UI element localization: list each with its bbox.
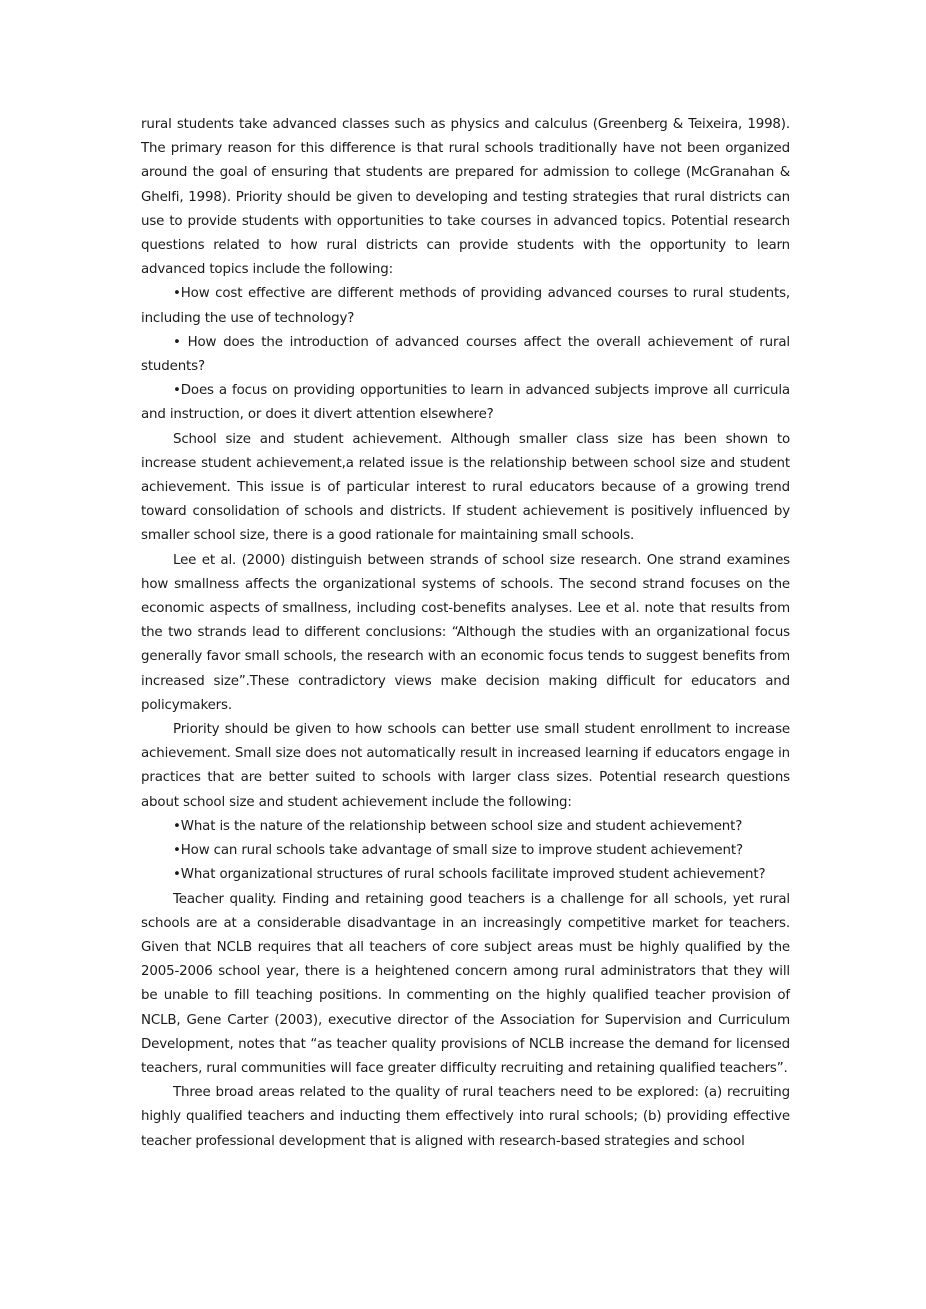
paragraph-priority: Priority should be given to how schools can better use small student enrollment to increase achievement. Small size does not automatically result in increased learning if educators engage in practices that are better suited to schools with larger class sizes. Potential research questions about school size and student achievement include the following: (141, 722, 790, 810)
bullet-text: How cost effective are different methods of providing advanced courses to rural students, including the use of technology? (141, 286, 790, 326)
document-page (141, 113, 795, 1154)
bullet-marker: • (173, 818, 181, 834)
bullet-item (141, 282, 790, 330)
bullet-item (141, 863, 790, 887)
bullet-item (141, 379, 790, 427)
bullet-item (141, 815, 790, 839)
bullet-text: What organizational structures of rural schools facilitate improved student achievement? (180, 867, 766, 883)
paragraph-teacher-quality: Teacher quality. Finding and retaining good teachers is a challenge for all schools, yet rural schools are at a considerable disadvantage in an increasingly competitive market for teachers. Given that NCLB requires that all teachers of core subject areas must be highly qualified by the 2005-2006 school year, there is a heightened concern among rural administrators that they will be unable to fill teaching positions. In commenting on the highly qualified teacher provision of NCLB, Gene Carter (2003), executive director of the Association for Supervision and Curriculum Development, notes that “as teacher quality provisions of NCLB increase the demand for licensed teachers, rural communities will face greater difficulty recruiting and retaining qualified teachers”. (141, 891, 790, 1076)
bullet-text: How does the introduction of advanced courses affect the overall achievement of rural students? (141, 334, 795, 375)
bullet-item (141, 839, 790, 863)
paragraph-lee-et-al: Lee et al. (2000) distinguish between strands of school size research. One strand examines how smallness affects the organizational systems of schools. The second strand focuses on the economic aspects of smallness, including cost-benefits analyses. Lee et al. note that results from the two strands lead to different conclusions: “Although the studies with an organizational focus generally favor small schools, the research with an economic focus tends to suggest benefits from increased size”.These contradictory views make decision making difficult for educators and policymakers. (141, 552, 790, 713)
bullet-marker: • (173, 843, 181, 859)
bullet-text: How can rural schools take advantage of small size to improve student achievement? (180, 843, 743, 859)
bullet-marker: • (173, 286, 181, 302)
bullet-item (141, 331, 795, 379)
bullet-marker: • (173, 334, 181, 350)
bullet-text: What is the nature of the relationship between school size and student achievement? (180, 818, 743, 834)
bullet-marker: • (173, 383, 181, 399)
paragraph-continuation: rural students take advanced classes such as physics and calculus (Greenberg & Teixeira, 1998). The primary reason for this difference is that rural schools traditionally have not been organized around the goal of ensuring that students are prepared for admission to college (McGranahan & Ghelfi, 1998). Priority should be given to developing and testing strategies that rural districts can use to provide students with opportunities to take courses in advanced topics. Potential research questions related to how rural districts can provide students with the opportunity to learn advanced topics include the following: (141, 117, 790, 278)
paragraph-school-size: School size and student achievement. Although smaller class size has been shown to increase student achievement,a related issue is the relationship between school size and student achievement. This issue is of particular interest to rural educators because of a growing trend toward consolidation of schools and districts. If student achievement is positively influenced by smaller school size, there is a good rationale for maintaining small schools. (141, 431, 790, 544)
bullet-marker: • (173, 867, 181, 883)
paragraph-three-areas: Three broad areas related to the quality of rural teachers need to be explored: (a) recruiting highly qualified teachers and inducting them effectively into rural schools; (b) providing effective teacher professional development that is aligned with research-based strategies and school (141, 1085, 790, 1149)
bullet-text: Does a focus on providing opportunities to learn in advanced subjects improve all curricula and instruction, or does it divert attention elsewhere? (141, 383, 790, 423)
